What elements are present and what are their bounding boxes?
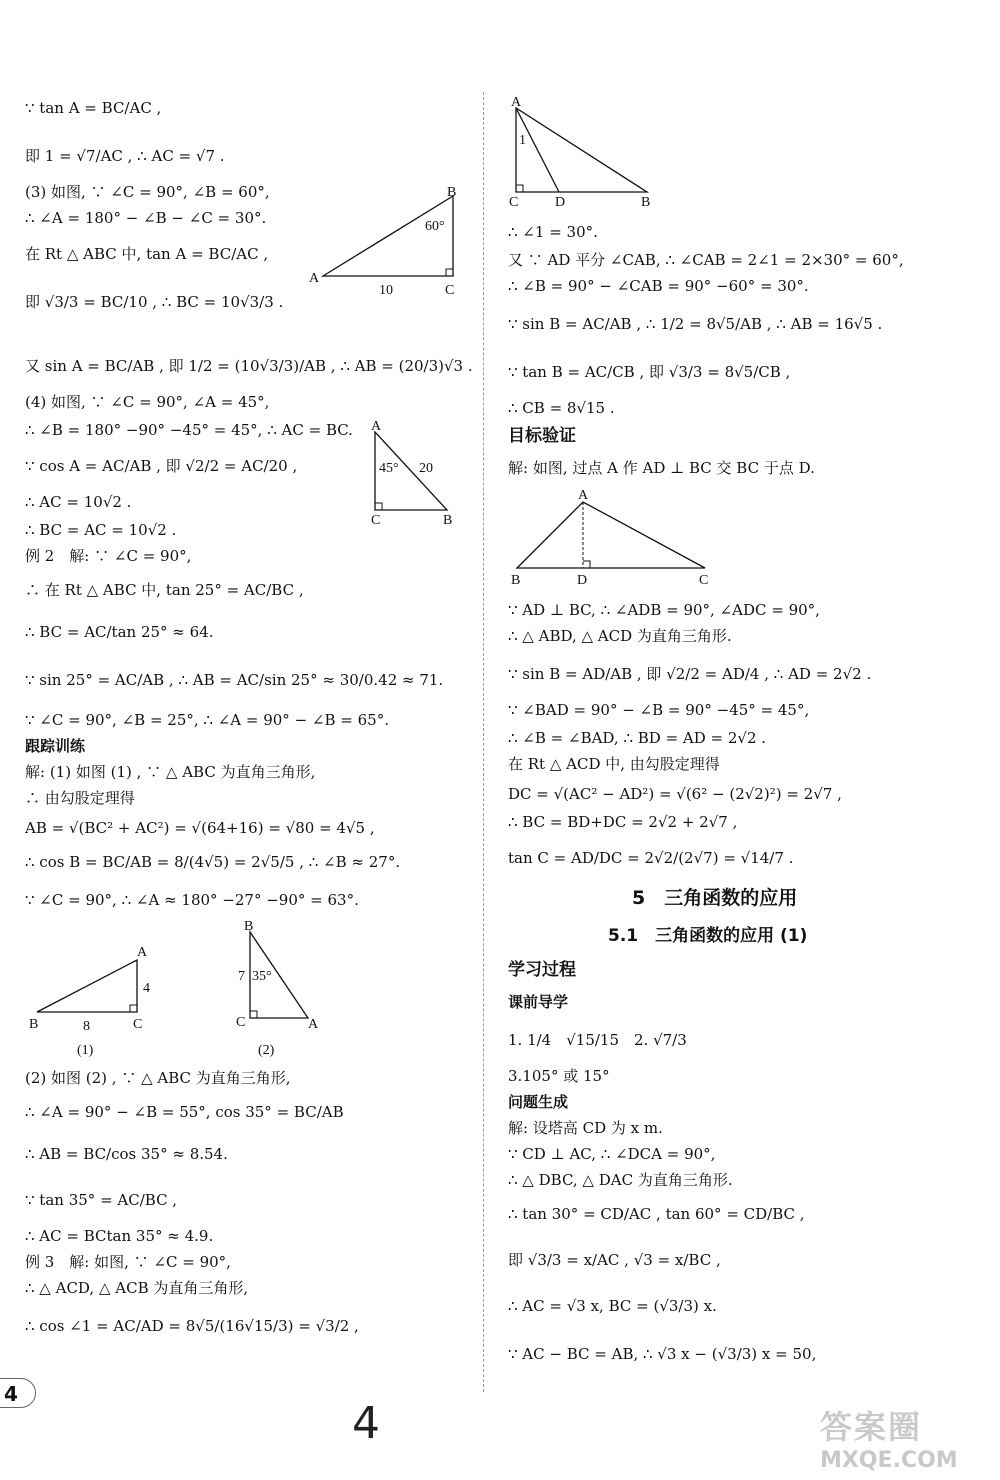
figure-tracking-2	[232, 918, 332, 1060]
right-column-line: ∴ △ ABD, △ ACD 为直角三角形.	[508, 627, 732, 645]
left-column-line: 例 3 解: 如图, ∵ ∠C = 90°,	[25, 1253, 231, 1271]
figure-altitude	[505, 484, 725, 590]
figure-tracking-1	[25, 940, 165, 1060]
left-column-line: ∴ cos ∠1 = AC/AD = 8√5/(16√15/3) = √3/2 ,	[25, 1317, 359, 1335]
left-column-line: 解: (1) 如图 (1) , ∵ △ ABC 为直角三角形,	[25, 763, 316, 781]
left-column-line: 跟踪训练	[25, 737, 86, 755]
right-column-line: tan C = AD/DC = 2√2/(2√7) = √14/7 .	[508, 849, 794, 867]
left-column-line: ∴ AC = BCtan 35° ≈ 4.9.	[25, 1227, 214, 1245]
fig-1-label-C: C	[133, 1017, 143, 1032]
fig-1-label-B: B	[29, 1017, 39, 1032]
fig-iso-label-D: D	[577, 573, 588, 588]
left-column-line: ∵ cos A = AC/AB , 即 √2/2 = AC/20 ,	[25, 457, 298, 475]
fig-top-angle-1: 1	[519, 133, 526, 148]
fig-1-side-8: 8	[83, 1019, 90, 1034]
fig-a-label-B: B	[447, 185, 457, 200]
left-column-line: ∴ 由勾股定理得	[25, 789, 135, 807]
fig-b-label-B: B	[443, 513, 453, 528]
right-column-line: 在 Rt △ ACD 中, 由勾股定理得	[508, 755, 720, 773]
right-column-line: ∴ tan 30° = CD/AC , tan 60° = CD/BC ,	[508, 1205, 805, 1223]
right-column-line: ∴ ∠B = ∠BAD, ∴ BD = AD = 2√2 .	[508, 729, 767, 747]
right-column-line: 解: 如图, 过点 A 作 AD ⊥ BC 交 BC 于点 D.	[508, 459, 815, 477]
fig-top-label-D: D	[555, 195, 566, 210]
fig-a-angle: 60°	[425, 219, 445, 234]
fig-b-label-C: C	[371, 513, 381, 528]
right-column-line: 解: 设塔高 CD 为 x m.	[508, 1119, 663, 1137]
right-column-line: 3.105° 或 15°	[508, 1067, 610, 1085]
fig-2-label-B: B	[244, 919, 254, 934]
right-column-line: ∴ AC = √3 x, BC = (√3/3) x.	[508, 1297, 717, 1315]
fig-iso-label-A: A	[578, 488, 589, 503]
column-divider	[483, 92, 484, 1392]
right-column-line: ∵ sin B = AD/AB , 即 √2/2 = AD/4 , ∴ AD = 2√2 .	[508, 665, 872, 683]
left-column-line: (4) 如图, ∵ ∠C = 90°, ∠A = 45°,	[25, 393, 270, 411]
left-column-line: 即 √3/3 = BC/10 , ∴ BC = 10√3/3 .	[25, 293, 284, 311]
left-column-line: ∵ sin 25° = AC/AB , ∴ AB = AC/sin 25° ≈ 30/0.42 ≈ 71.	[25, 671, 444, 689]
right-column-line: 学习过程	[508, 960, 576, 980]
left-column-line: AB = √(BC² + AC²) = √(64+16) = √80 = 4√5 ,	[25, 819, 375, 837]
right-column-line: ∵ AD ⊥ BC, ∴ ∠ADB = 90°, ∠ADC = 90°,	[508, 601, 820, 619]
left-column-line: ∵ ∠C = 90°, ∴ ∠A ≈ 180° −27° −90° = 63°.	[25, 891, 359, 909]
right-column-line: ∴ CB = 8√15 .	[508, 399, 615, 417]
right-column-line: 1. 1/4 √15/15 2. √7/3	[508, 1031, 687, 1049]
right-column-line: ∵ sin B = AC/AB , ∴ 1/2 = 8√5/AB , ∴ AB = 16√5 .	[508, 315, 883, 333]
right-column-line: ∵ tan B = AC/CB , 即 √3/3 = 8√5/CB ,	[508, 363, 791, 381]
left-column-line: (3) 如图, ∵ ∠C = 90°, ∠B = 60°,	[25, 183, 270, 201]
right-column-line: 即 √3/3 = x/AC , √3 = x/BC ,	[508, 1251, 721, 1269]
right-column-line: ∴ BC = BD+DC = 2√2 + 2√7 ,	[508, 813, 738, 831]
left-column-line: 又 sin A = BC/AB , 即 1/2 = (10√3/3)/AB , ∴ AB = (20/3)√3 .	[25, 357, 473, 375]
fig-2-angle: 35°	[252, 969, 272, 984]
left-column-line: ∴ ∠B = 180° −90° −45° = 45°, ∴ AC = BC.	[25, 421, 353, 439]
left-column-line: 即 1 = √7/AC , ∴ AC = √7 .	[25, 147, 225, 165]
left-column-line: 在 Rt △ ABC 中, tan A = BC/AC ,	[25, 245, 269, 263]
fig-2-side-7: 7	[238, 969, 245, 984]
right-column-line: ∴ ∠1 = 30°.	[508, 223, 598, 241]
right-column-line: ∵ CD ⊥ AC, ∴ ∠DCA = 90°,	[508, 1145, 716, 1163]
fig-1-label-A: A	[137, 945, 148, 960]
right-column-line: 又 ∵ AD 平分 ∠CAB, ∴ ∠CAB = 2∠1 = 2×30° = 60°,	[508, 251, 904, 269]
fig-2-caption: (2)	[258, 1043, 275, 1058]
fig-top-label-B: B	[641, 195, 651, 210]
fig-b-angle: 45°	[379, 461, 399, 476]
right-column-line: ∴ ∠B = 90° − ∠CAB = 90° −60° = 30°.	[508, 277, 809, 295]
fig-a-label-C: C	[445, 283, 455, 298]
right-column-line: DC = √(AC² − AD²) = √(6² − (2√2)²) = 2√7 ,	[508, 785, 842, 803]
figure-triangle-60	[305, 182, 475, 302]
left-column-line: (2) 如图 (2) , ∵ △ ABC 为直角三角形,	[25, 1069, 291, 1087]
right-column-line: 目标验证	[508, 426, 576, 446]
left-column-line: ∴ ∠A = 180° − ∠B − ∠C = 30°.	[25, 209, 267, 227]
figure-triangle-45	[365, 418, 465, 530]
fig-2-label-A: A	[308, 1017, 319, 1032]
right-column-line: ∴ △ DBC, △ DAC 为直角三角形.	[508, 1171, 733, 1189]
left-column-line: 例 2 解: ∵ ∠C = 90°,	[25, 547, 192, 565]
fig-b-side: 20	[419, 461, 433, 476]
fig-top-label-C: C	[509, 195, 519, 210]
watermark	[820, 1402, 990, 1474]
fig-top-label-A: A	[511, 95, 522, 110]
left-column-line: ∴ BC = AC/tan 25° ≈ 64.	[25, 623, 214, 641]
left-column-line: ∴ AC = 10√2 .	[25, 493, 132, 511]
fig-a-side: 10	[379, 283, 393, 298]
left-column-line: ∴ 在 Rt △ ABC 中, tan 25° = AC/BC ,	[25, 581, 304, 599]
right-column-line: 课前导学	[508, 993, 569, 1011]
fig-a-label-A: A	[309, 271, 320, 286]
fig-iso-label-C: C	[699, 573, 709, 588]
left-column-line: ∵ tan A = BC/AC ,	[25, 99, 162, 117]
page-number: 4	[0, 1378, 36, 1408]
left-column-line: ∴ cos B = BC/AB = 8/(4√5) = 2√5/5 , ∴ ∠B ≈ 27°.	[25, 853, 401, 871]
fig-1-caption: (1)	[77, 1043, 94, 1058]
left-column-line: ∵ ∠C = 90°, ∠B = 25°, ∴ ∠A = 90° − ∠B = 65°.	[25, 711, 389, 729]
fig-1-side-4: 4	[143, 981, 150, 996]
watermark-line2: MXQE.COM	[820, 1448, 958, 1473]
left-column-line: ∵ tan 35° = AC/BC ,	[25, 1191, 178, 1209]
fig-iso-label-B: B	[511, 573, 521, 588]
fig-2-label-C: C	[236, 1015, 246, 1030]
left-column-line: ∴ ∠A = 90° − ∠B = 55°, cos 35° = BC/AB	[25, 1103, 344, 1121]
left-column-line: ∴ BC = AC = 10√2 .	[25, 521, 177, 539]
watermark-line1: 答案圈	[820, 1408, 923, 1446]
fig-b-label-A: A	[371, 419, 382, 434]
left-column-line: ∴ AB = BC/cos 35° ≈ 8.54.	[25, 1145, 228, 1163]
right-column-line: 5.1 三角函数的应用 (1)	[608, 926, 808, 946]
right-column-line: 5 三角函数的应用	[632, 887, 798, 909]
figure-triangle-bisector	[505, 92, 665, 216]
right-column-line: ∵ AC − BC = AB, ∴ √3 x − (√3/3) x = 50,	[508, 1345, 817, 1363]
right-column-line: ∵ ∠BAD = 90° − ∠B = 90° −45° = 45°,	[508, 701, 810, 719]
right-column-line: 问题生成	[508, 1093, 569, 1111]
handwritten-mark: 4	[352, 1398, 380, 1449]
left-column-line: ∴ △ ACD, △ ACB 为直角三角形,	[25, 1279, 249, 1297]
